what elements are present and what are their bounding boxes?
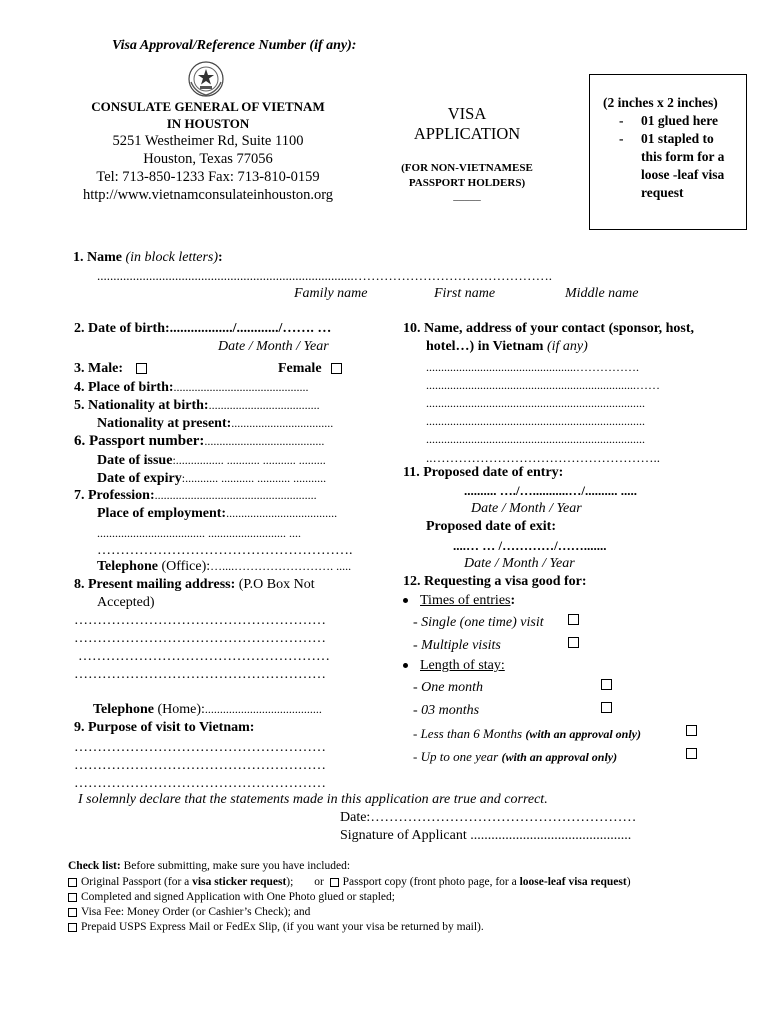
photo-item-stapled-3: loose -leaf visa xyxy=(641,167,725,182)
bullet-icon xyxy=(403,663,408,668)
mailing-line-2[interactable]: ……………………………………………… xyxy=(74,631,326,646)
photo-item-stapled-4: request xyxy=(641,185,684,200)
checklist-item-passport: Original Passport (for a visa sticker request); or Passport copy (front photo page, for a loose-leaf visa request) xyxy=(68,876,631,888)
purpose-label: 9. Purpose of visit to Vietnam: xyxy=(74,720,255,735)
times-of-entries-label: Times of entries: xyxy=(403,593,515,609)
phone-fax: Tel: 713-850-1233 Fax: 713-810-0159 xyxy=(96,169,320,185)
multiple-visits-label: - Multiple visits xyxy=(413,638,501,653)
photo-item-glued: 01 glued here xyxy=(641,113,718,128)
mailing-line-1[interactable]: ……………………………………………… xyxy=(74,613,326,628)
three-months-checkbox[interactable] xyxy=(601,702,612,713)
purpose-line-2[interactable]: ……………………………………………… xyxy=(74,758,326,773)
mailing-address-label: 8. Present mailing address: (P.O Box Not xyxy=(74,577,315,592)
mailing-address-note: Accepted) xyxy=(97,595,155,610)
contact-line-6[interactable]: ..…………………………………………….. xyxy=(426,450,660,465)
middle-name-hint: Middle name xyxy=(565,286,639,301)
checklist-item-fee: Visa Fee: Money Order (or Cashier’s Check); and xyxy=(68,906,310,918)
photo-item-stapled-2: this form for a xyxy=(641,149,725,164)
female-label: Female xyxy=(278,361,342,377)
form-title-visa: VISA xyxy=(447,104,487,123)
entry-date-field[interactable]: .......... …./…...........…/.......... ..... xyxy=(464,483,637,498)
emblem-icon xyxy=(187,60,225,103)
employment-line-2[interactable]: .................................... .......................... .... xyxy=(97,526,301,540)
passport-copy-checkbox[interactable] xyxy=(330,878,339,887)
telephone-office-field[interactable]: Telephone (Office):…....……………………. ..... xyxy=(97,559,352,574)
contact-label-2: hotel…) in Vietnam (if any) xyxy=(426,339,588,354)
multiple-visits-checkbox[interactable] xyxy=(568,637,579,648)
passport-checkbox[interactable] xyxy=(68,878,77,887)
bullet-icon xyxy=(403,598,408,603)
one-year-label: - Up to one year (with an approval only) xyxy=(413,749,618,764)
entry-date-label: 11. Proposed date of entry: xyxy=(403,465,564,480)
form-title-application: APPLICATION xyxy=(413,124,521,143)
dob-hint: Date / Month / Year xyxy=(218,339,329,354)
checklist-item-application: Completed and signed Application with One Photo glued or stapled; xyxy=(68,891,395,903)
exit-date-hint: Date / Month / Year xyxy=(464,556,575,571)
checklist-item-mail: Prepaid USPS Express Mail or FedEx Slip, (if you want your visa be returned by mail). xyxy=(68,921,484,933)
telephone-home-field[interactable]: Telephone (Home):....................................... xyxy=(93,702,322,717)
employment-line-3[interactable]: ………………………………………………. xyxy=(97,543,353,558)
photo-dash-2: - xyxy=(619,131,624,146)
contact-line-4[interactable]: ......................................................................... xyxy=(426,414,645,428)
contact-line-3[interactable]: ......................................................................... xyxy=(426,396,645,410)
address-line-2: Houston, Texas 77056 xyxy=(143,151,273,167)
mailing-line-3[interactable]: ……………………………………………… xyxy=(78,649,330,664)
less-six-months-checkbox[interactable] xyxy=(686,725,697,736)
visa-request-label: 12. Requesting a visa good for: xyxy=(403,574,587,589)
contact-line-5[interactable]: ......................................................................... xyxy=(426,432,645,446)
purpose-line-1[interactable]: ……………………………………………… xyxy=(74,740,326,755)
single-visit-label: - Single (one time) visit xyxy=(413,615,544,630)
contact-line-2[interactable]: ......................................................................…… xyxy=(426,378,660,392)
family-name-hint: Family name xyxy=(294,286,368,301)
checklist-title: Check list: Before submitting, make sure you have included: xyxy=(68,860,351,872)
less-six-months-label: - Less than 6 Months (with an approval only) xyxy=(413,726,641,741)
three-months-label: - 03 months xyxy=(413,703,480,718)
passport-number-field[interactable]: 6. Passport number:........................................ xyxy=(74,433,325,449)
form-subtitle-underline: _____ xyxy=(453,190,481,202)
name-field[interactable]: ...............................................................................………………………………………. xyxy=(97,268,552,283)
consulate-city: IN HOUSTON xyxy=(166,116,250,131)
profession-field[interactable]: 7. Profession:...................................................... xyxy=(74,488,317,503)
name-label: 1. Name (in block letters): xyxy=(73,250,223,265)
exit-date-field[interactable]: ....… … /…………/……....... xyxy=(453,538,607,553)
date-of-birth-field[interactable]: 2. Date of birth:................../............/……. … xyxy=(74,321,332,336)
photo-dash-1: - xyxy=(619,113,624,128)
signature-field[interactable]: Signature of Applicant .............................................. xyxy=(340,828,632,843)
nationality-present-field[interactable]: Nationality at present:.................................. xyxy=(97,416,334,431)
entry-date-hint: Date / Month / Year xyxy=(471,501,582,516)
single-visit-checkbox[interactable] xyxy=(568,614,579,625)
fee-checkbox[interactable] xyxy=(68,908,77,917)
one-month-checkbox[interactable] xyxy=(601,679,612,690)
employment-field[interactable]: Place of employment:..................................... xyxy=(97,506,338,521)
mail-checkbox[interactable] xyxy=(68,923,77,932)
purpose-line-3[interactable]: ……………………………………………… xyxy=(74,776,326,791)
date-of-expiry-field[interactable]: Date of expiry:........... ........... ........... ........... xyxy=(97,471,327,486)
length-of-stay-label: Length of stay: xyxy=(403,658,505,674)
one-year-checkbox[interactable] xyxy=(686,748,697,759)
male-checkbox[interactable] xyxy=(136,363,147,374)
consulate-name: CONSULATE GENERAL OF VIETNAM xyxy=(91,99,325,114)
address-line-1: 5251 Westheimer Rd, Suite 1100 xyxy=(112,133,304,149)
one-month-label: - One month xyxy=(413,680,483,695)
mailing-line-4[interactable]: ……………………………………………… xyxy=(74,667,326,682)
form-subtitle-2: PASSPORT HOLDERS) xyxy=(408,177,526,189)
nationality-birth-field[interactable]: 5. Nationality at birth:..................................... xyxy=(74,398,320,413)
form-subtitle-1: (FOR NON-VIETNAMESE xyxy=(401,162,533,174)
contact-label: 10. Name, address of your contact (sponsor, host, xyxy=(403,321,695,336)
declaration-text: I solemnly declare that the statements made in this application are true and correct. xyxy=(78,792,548,807)
photo-size: (2 inches x 2 inches) xyxy=(603,95,718,110)
male-label: 3. Male: xyxy=(74,361,147,377)
declaration-date-field[interactable]: Date:………………………………………………… xyxy=(340,810,637,825)
contact-line-1[interactable]: ..................................................……………. xyxy=(426,360,639,374)
application-checkbox[interactable] xyxy=(68,893,77,902)
place-of-birth-field[interactable]: 4. Place of birth:............................................. xyxy=(74,380,309,395)
date-of-issue-field[interactable]: Date of issue:................ ........... ........... ......... xyxy=(97,453,326,468)
female-checkbox[interactable] xyxy=(331,363,342,374)
website-link[interactable]: http://www.vietnamconsulateinhouston.org xyxy=(82,187,334,203)
reference-number-label: Visa Approval/Reference Number (if any): xyxy=(112,38,357,53)
exit-date-label: Proposed date of exit: xyxy=(426,519,556,534)
first-name-hint: First name xyxy=(434,286,496,301)
photo-item-stapled: 01 stapled to xyxy=(641,131,714,146)
